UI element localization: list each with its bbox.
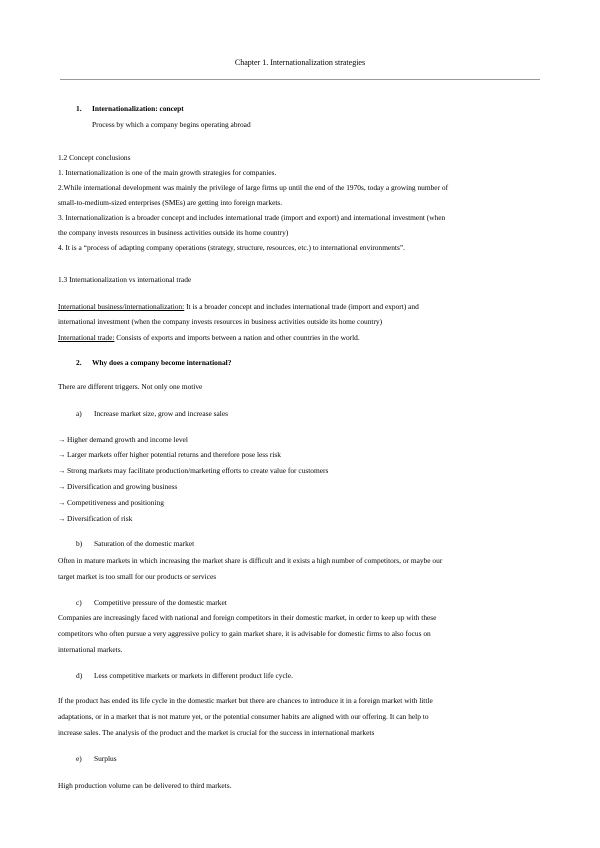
paragraph-line: 3. Internationalization is a broader concept and includes international trade (import and export) and international investment (when (58, 213, 446, 222)
term-international-business: International business/internationalization: (58, 302, 185, 311)
paragraph-line: international markets. (58, 645, 123, 654)
section-1-heading (76, 104, 184, 114)
subsection-a-heading: a) Increase market size, grow and increase sales (76, 409, 228, 418)
paragraph-line: High production volume can be delivered to third markets. (58, 781, 232, 790)
section-1-title: Internationalization: concept (92, 104, 184, 113)
list-item: → Diversification and growing business (58, 482, 178, 491)
paragraph-line: target market is too small for our products or services (58, 572, 217, 581)
paragraph-line: Companies are increasingly faced with national and foreign competitors in their domestic market, in order to keep up with these (58, 613, 437, 622)
subsection-c-title: Competitive pressure of the domestic market (94, 598, 227, 607)
subsection-a-title: Increase market size, grow and increase sales (94, 409, 228, 418)
section-1-definition: Process by which a company begins operating abroad (92, 120, 251, 129)
list-item: → Diversification of risk (58, 514, 133, 523)
arrow-icon: → (58, 482, 66, 491)
paragraph-line: 4. It is a “process of adapting company operations (strategy, structure, resources, etc.) to international environments”. (58, 243, 405, 252)
section-2-intro: There are different triggers. Not only one motive (58, 382, 203, 391)
subsection-c-heading: c) Competitive pressure of the domestic market (76, 598, 227, 607)
section-2-title: Why does a company become international? (92, 358, 232, 367)
subsection-b-heading: b) Saturation of the domestic market (76, 539, 195, 548)
paragraph-line: increase sales. The analysis of the product and the market is crucial for the success in international markets (58, 728, 375, 737)
list-item: → Competitiveness and positioning (58, 498, 164, 507)
paragraph-line: If the product has ended its life cycle in the domestic market but there are chances to introduce it in a foreign market with little (58, 696, 433, 705)
subsection-b-title: Saturation of the domestic market (94, 539, 195, 548)
term-international-trade: International trade: (58, 333, 115, 342)
paragraph-line: competitors who often pursue a very aggressive policy to gain market share, it is advisable for domestic firms to also focus on (58, 629, 431, 638)
paragraph-line: 2.While international development was mainly the privilege of large firms up until the end of the 1970s, today a growing number of (58, 183, 449, 192)
section-1-number: 1. (76, 104, 82, 113)
paragraph-line: Often in mature markets in which increasing the market share is difficult and it exists a high number of competitors, or maybe our (58, 556, 443, 565)
paragraph-line: adaptations, or in a market that is not mature yet, or the potential consumer habits are aligned with our offering. It can help to (58, 712, 429, 721)
paragraph-line: small-to-medium-sized enterprises (SMEs) are getting into foreign markets. (58, 198, 283, 207)
section-2-heading (76, 358, 231, 368)
page-header: Chapter 1. Internationalization strategies (234, 58, 366, 67)
paragraph-line: international investment (when the company invests resources in business activities outside its home country) (58, 317, 383, 326)
list-item: → Strong markets may facilitate production/marketing efforts to create value for customers (58, 466, 329, 475)
definition-international-trade: International trade: Consists of exports and imports between a nation and other countries in the world. (58, 333, 360, 342)
arrow-icon: → (58, 514, 66, 523)
paragraph-line: the company invests resources in business activities outside its home country) (58, 228, 289, 237)
subsection-e-heading: e) Surplus (76, 754, 117, 763)
subsection-d-title: Less competitive markets or markets in different product life cycle. (94, 671, 293, 680)
section-1-3-heading: 1.3 Internationalization vs international trade (58, 275, 192, 284)
arrow-icon: → (58, 435, 66, 444)
subsection-d-heading: d) Less competitive markets or markets in different product life cycle. (76, 671, 293, 680)
header-divider (60, 79, 540, 80)
definition-international-business: International business/internationalization: It is a broader concept and includes international trade (import and export) and (58, 302, 419, 311)
subsection-e-title: Surplus (94, 754, 117, 763)
arrow-icon: → (58, 450, 66, 459)
arrow-icon: → (58, 466, 66, 475)
list-item: → Larger markets offer higher potential returns and therefore pose less risk (58, 450, 281, 459)
paragraph-line: 1. Internationalization is one of the main growth strategies for companies. (58, 168, 277, 177)
section-1-2-heading: 1.2 Concept conclusions (58, 153, 131, 162)
list-item: → Higher demand growth and income level (58, 435, 188, 444)
arrow-icon: → (58, 498, 66, 507)
section-2-number: 2. (76, 358, 82, 367)
